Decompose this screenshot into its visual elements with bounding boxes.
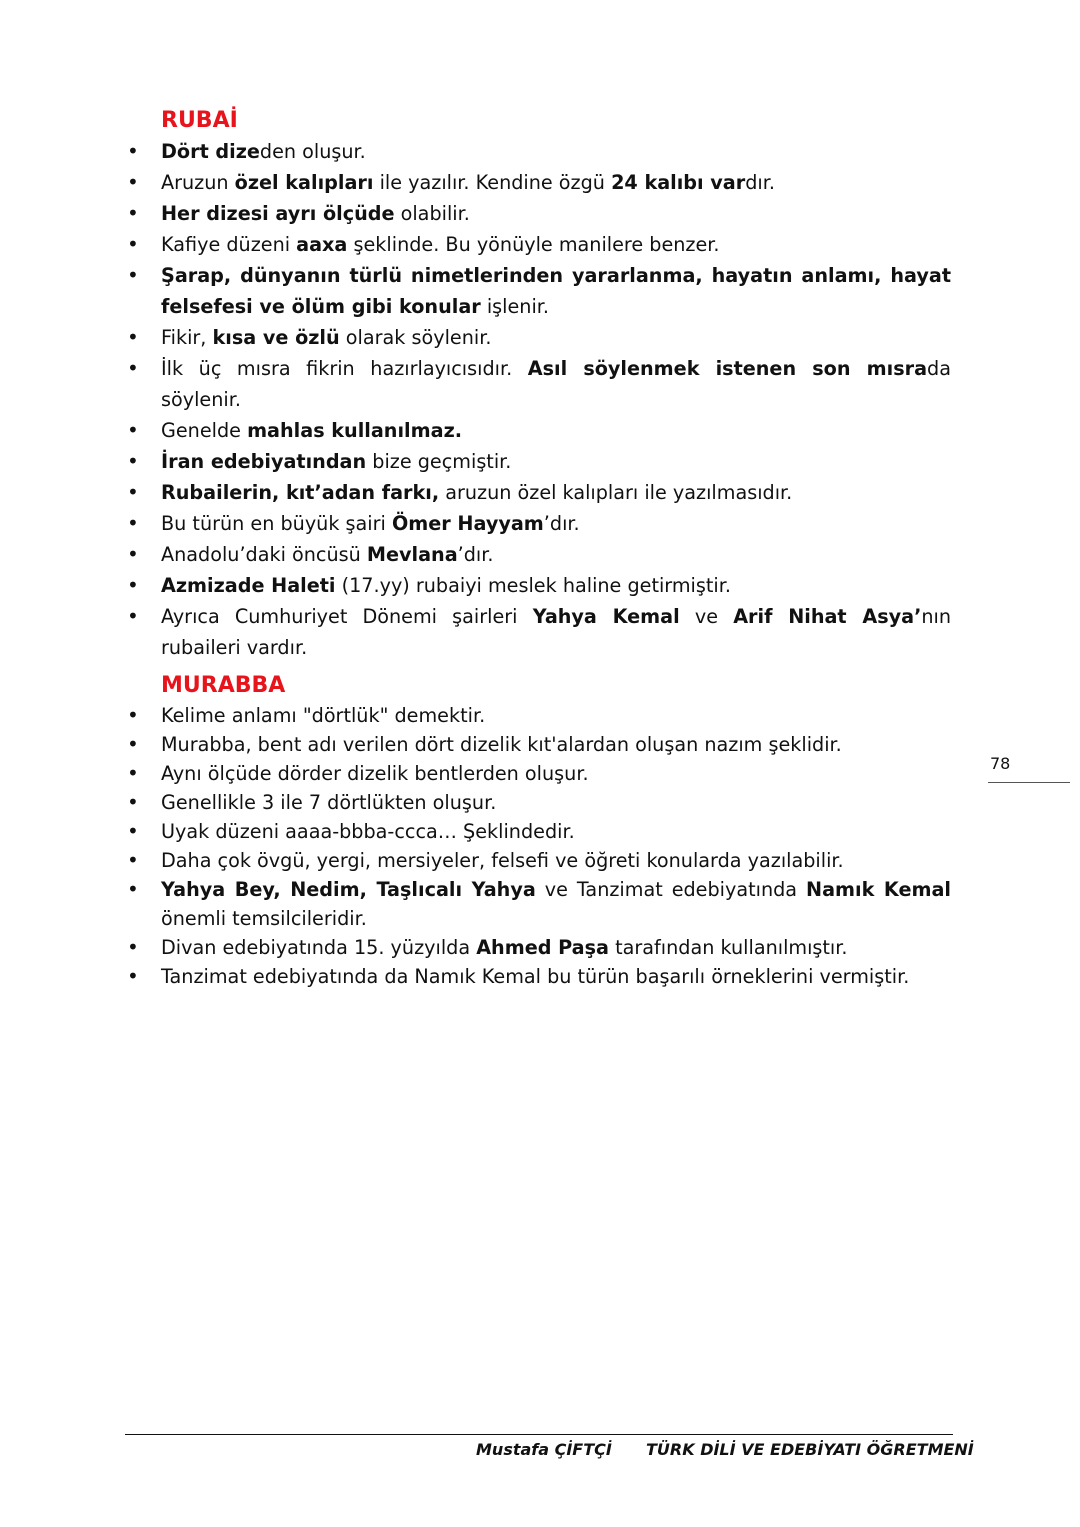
- list-item: • Uyak düzeni aaaa-bbba-ccca… Şeklindedir.: [125, 817, 951, 846]
- list-item: • Rubailerin, kıt’adan farkı, aruzun özel kalıpları ile yazılmasıdır.: [125, 477, 951, 508]
- bullet-list: [125, 701, 951, 991]
- list-item: • Yahya Bey, Nedim, Taşlıcalı Yahya ve Tanzimat edebiyatında Namık Kemal önemli temsilcileridir.: [125, 875, 951, 933]
- list-item: • Azmizade Haleti (17.yy) rubaiyi meslek haline getirmiştir.: [125, 570, 951, 601]
- list-item: • Divan edebiyatında 15. yüzyılda Ahmed Paşa tarafından kullanılmıştır.: [125, 933, 951, 962]
- list-item: • Anadolu’daki öncüsü Mevlana’dır.: [125, 539, 951, 570]
- footer-title: TÜRK DİLİ VE EDEBİYATI ÖĞRETMENİ: [646, 1440, 974, 1459]
- list-item: • Daha çok övgü, yergi, mersiyeler, felsefi ve öğreti konularda yazılabilir.: [125, 846, 951, 875]
- list-item: • Her dizesi ayrı ölçüde olabilir.: [125, 198, 951, 229]
- bullet-list: [125, 136, 951, 663]
- list-item: • Ayrıca Cumhuriyet Dönemi şairleri Yahya Kemal ve Arif Nihat Asya’nın rubaileri vardır.: [125, 601, 951, 663]
- list-item: • Aynı ölçüde dörder dizelik bentlerden oluşur.: [125, 759, 951, 788]
- page-number-rule: [988, 782, 1070, 783]
- list-item: • İlk üç mısra fikrin hazırlayıcısıdır. Asıl söylenmek istenen son mısrada söylenir.: [125, 353, 951, 415]
- list-item: • Bu türün en büyük şairi Ömer Hayyam’dır.: [125, 508, 951, 539]
- page-number: 78: [990, 754, 1011, 773]
- list-item: • Dört dizeden oluşur.: [125, 136, 951, 167]
- list-item: • Fikir, kısa ve özlü olarak söylenir.: [125, 322, 951, 353]
- list-item: • Şarap, dünyanın türlü nimetlerinden yararlanma, hayatın anlamı, hayat felsefesi ve ölüm gibi konular işlenir.: [125, 260, 951, 322]
- section-heading: MURABBA: [161, 673, 286, 698]
- section-rubai: [125, 106, 951, 663]
- section-murabba: [125, 671, 951, 991]
- list-item: • Genellikle 3 ile 7 dörtlükten oluşur.: [125, 788, 951, 817]
- list-item: • Murabba, bent adı verilen dört dizelik kıt'alardan oluşan nazım şeklidir.: [125, 730, 951, 759]
- list-item: • Genelde mahlas kullanılmaz.: [125, 415, 951, 446]
- list-item: • İran edebiyatından bize geçmiştir.: [125, 446, 951, 477]
- footer-rule: [125, 1434, 953, 1435]
- list-item: • Aruzun özel kalıpları ile yazılır. Kendine özgü 24 kalıbı vardır.: [125, 167, 951, 198]
- footer-author: Mustafa ÇİFTÇİ: [476, 1440, 612, 1459]
- list-item: • Kafiye düzeni aaxa şeklinde. Bu yönüyle manilere benzer.: [125, 229, 951, 260]
- list-item: • Kelime anlamı "dörtlük" demektir.: [125, 701, 951, 730]
- list-item: • Tanzimat edebiyatında da Namık Kemal bu türün başarılı örneklerini vermiştir.: [125, 962, 951, 991]
- section-heading: RUBAİ: [161, 108, 238, 133]
